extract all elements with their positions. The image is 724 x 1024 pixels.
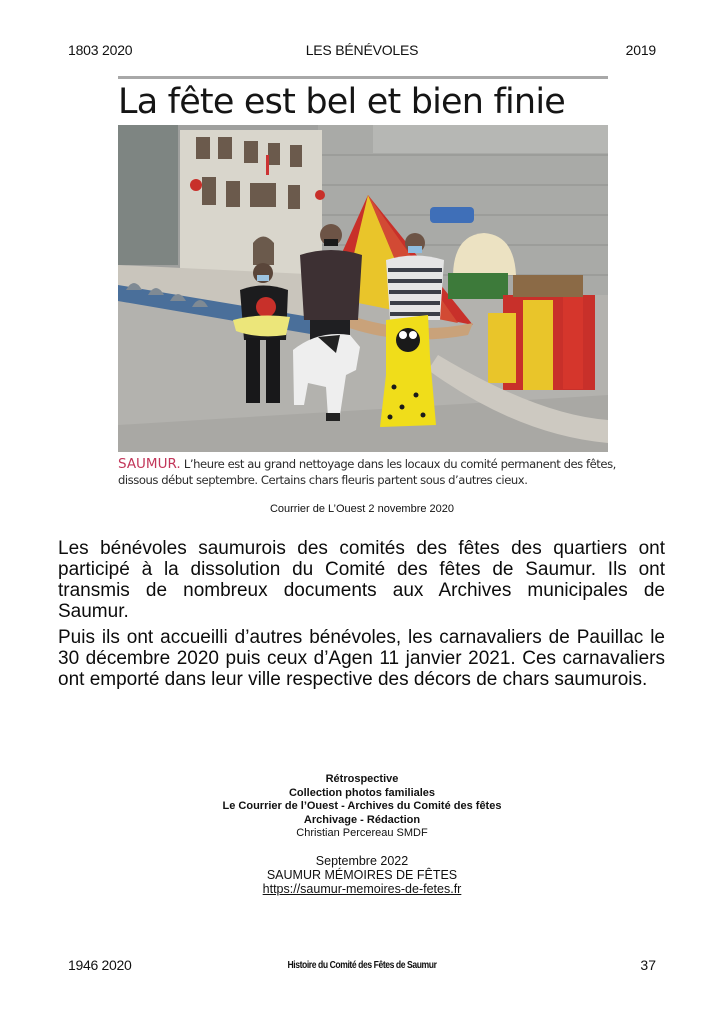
header-title: LES BÉNÉVOLES xyxy=(305,42,419,58)
footer-years: 1946 2020 xyxy=(68,957,132,973)
credit-organization: SAUMUR MÉMOIRES DE FÊTES xyxy=(266,867,458,882)
clipping-photo xyxy=(118,125,608,452)
photo-caption xyxy=(118,456,618,488)
caption-kicker: SAUMUR. xyxy=(118,456,181,472)
caption-text: L’heure est au grand nettoyage dans les locaux du comité permanent des fêtes, dissous début septembre. Certains chars fleuris partent sous d’autres cieux. xyxy=(118,457,616,487)
website-link[interactable]: https://saumur-memoires-de-fetes.fr xyxy=(262,881,462,896)
clipping-top-rule xyxy=(118,76,608,79)
source-citation: Courrier de L’Ouest 2 novembre 2020 xyxy=(269,503,455,515)
body-paragraph-2: Puis ils ont accueilli d’autres bénévoles, les carnavaliers de Pauillac le 30 décembre 2020 puis ceux d’Agen 11 janvier 2021. Ces carnavaliers ont emporté dans leur ville respective des décors de chars saumurois. xyxy=(58,627,665,690)
credit-retrospective: Rétrospective xyxy=(325,773,399,785)
credit-collection: Collection photos familiales xyxy=(288,786,436,799)
credits-block xyxy=(0,773,724,896)
credit-date: Septembre 2022 xyxy=(315,853,409,868)
clipping-headline: La fête est bel et bien finie xyxy=(118,82,565,122)
page-number: 37 xyxy=(640,957,656,973)
header-years: 1803 2020 xyxy=(68,42,133,58)
credit-author: Christian Percereau SMDF xyxy=(296,827,428,839)
warehouse-photo-illustration xyxy=(118,125,608,452)
credit-archiving: Archivage - Rédaction xyxy=(303,813,421,826)
credit-sources: Le Courrier de l’Ouest - Archives du Comité des fêtes xyxy=(222,800,502,812)
body-paragraph-1: Les bénévoles saumurois des comités des fêtes des quartiers ont participé à la dissolution du Comité des fêtes de Saumur. Ils ont transmis de nombreux documents aux Archives municipales de Saumur. xyxy=(58,538,665,622)
header-year: 2019 xyxy=(625,42,656,58)
footer-title: Histoire du Comité des Fêtes de Saumur xyxy=(287,960,437,971)
